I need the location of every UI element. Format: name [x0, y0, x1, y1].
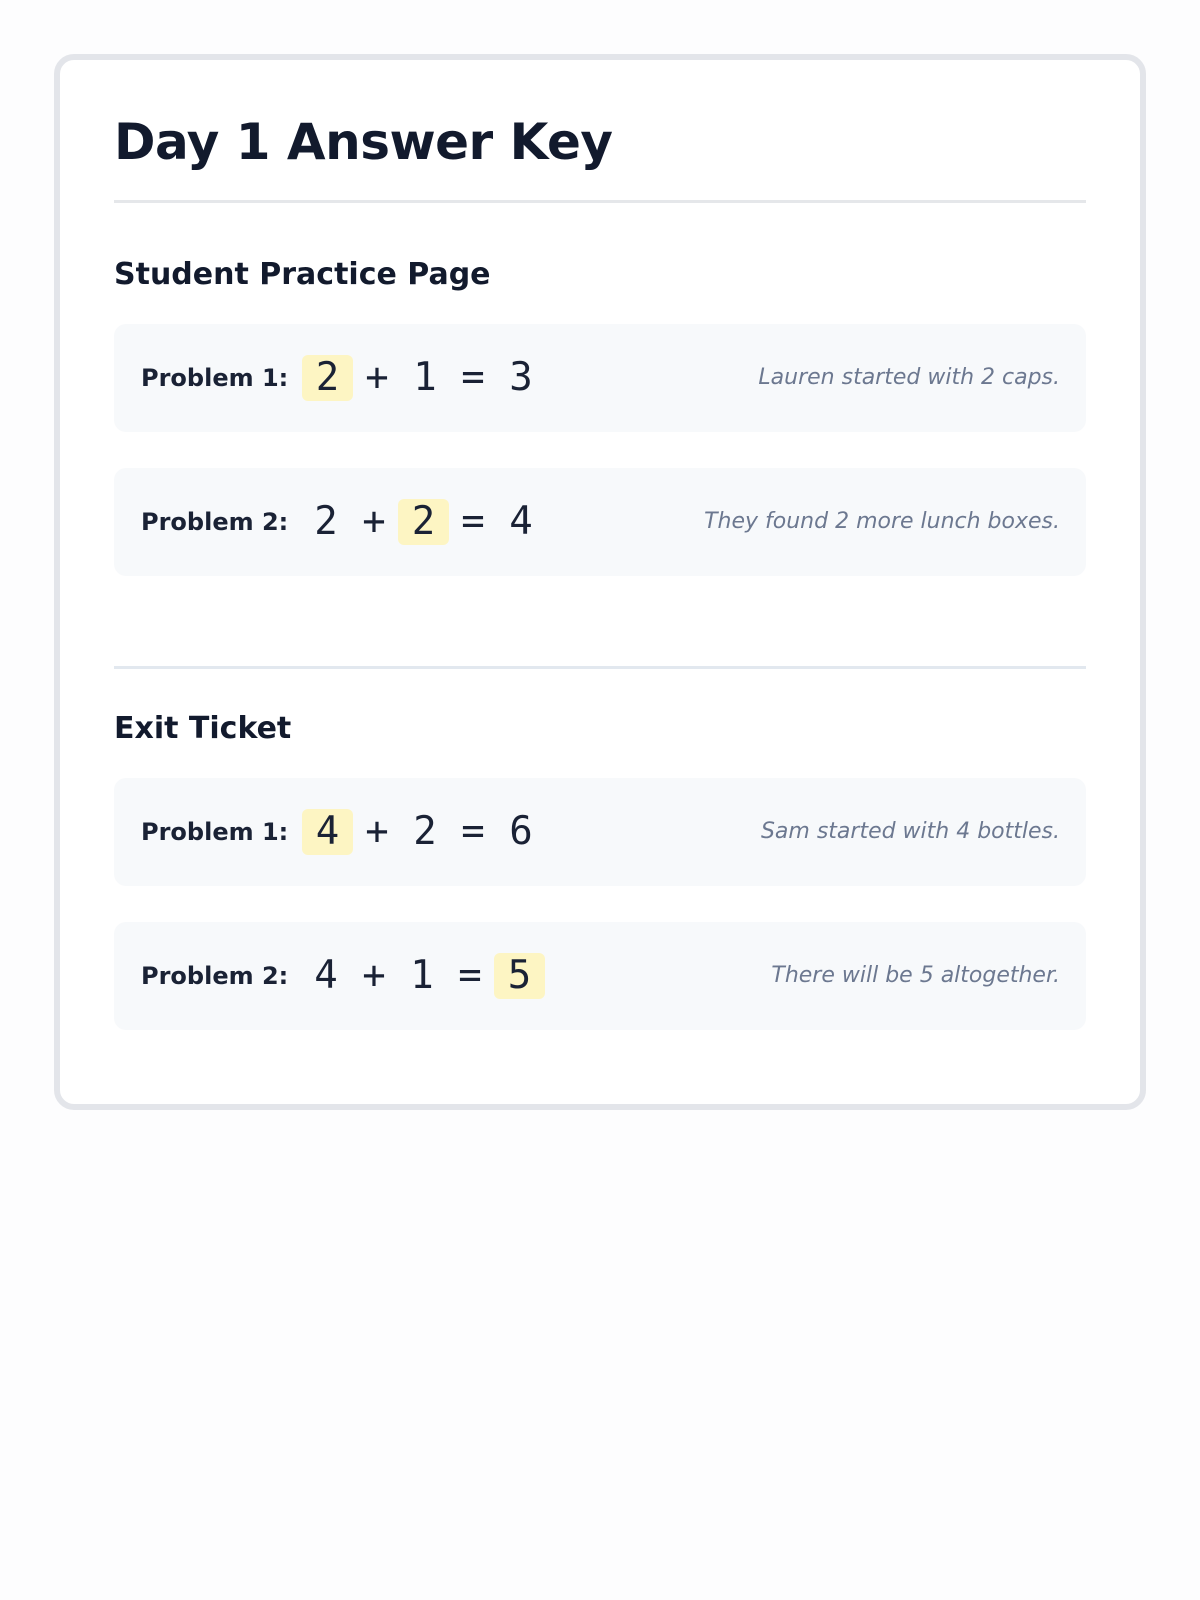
answer-key-card — [54, 54, 1146, 1110]
problem-label: Problem 1: — [141, 818, 289, 846]
equation — [302, 949, 545, 1003]
equation-term: 3 — [509, 355, 533, 400]
equation-term: + — [365, 809, 389, 854]
section-divider — [114, 666, 1086, 669]
problem-row — [114, 778, 1086, 886]
equation-term: + — [365, 355, 389, 400]
equation — [302, 805, 545, 859]
equation-term: + — [362, 953, 386, 998]
problem-label: Problem 2: — [141, 508, 289, 536]
equation-term: 4 — [509, 499, 533, 544]
problem-label: Problem 1: — [141, 364, 289, 392]
equation-term: 1 — [413, 355, 437, 400]
equation-answer: 2 — [302, 355, 353, 401]
equation-answer: 4 — [302, 809, 353, 855]
equation-term: 2 — [413, 809, 437, 854]
title-divider — [114, 200, 1086, 203]
section-title-practice: Student Practice Page — [114, 257, 491, 292]
section-title-exit-ticket: Exit Ticket — [114, 711, 292, 746]
equation-term: = — [461, 355, 485, 400]
problem-note: Sam started with 4 bottles. — [760, 819, 1060, 844]
equation-term: + — [362, 499, 386, 544]
equation-answer: 2 — [398, 499, 449, 545]
problem-note: They found 2 more lunch boxes. — [704, 509, 1060, 534]
problem-row — [114, 324, 1086, 432]
problem-row — [114, 468, 1086, 576]
page-title: Day 1 Answer Key — [114, 113, 613, 171]
problem-label: Problem 2: — [141, 962, 289, 990]
equation-term: 6 — [509, 809, 533, 854]
equation — [302, 495, 545, 549]
problem-row — [114, 922, 1086, 1030]
equation-term: 1 — [410, 953, 434, 998]
equation-answer: 5 — [494, 953, 545, 999]
equation — [302, 351, 545, 405]
problem-note: Lauren started with 2 caps. — [758, 365, 1060, 390]
problem-note: There will be 5 altogether. — [771, 963, 1060, 988]
equation-term: 4 — [314, 953, 338, 998]
equation-term: = — [461, 809, 485, 854]
equation-term: = — [458, 953, 482, 998]
equation-term: = — [461, 499, 485, 544]
equation-term: 2 — [314, 499, 338, 544]
